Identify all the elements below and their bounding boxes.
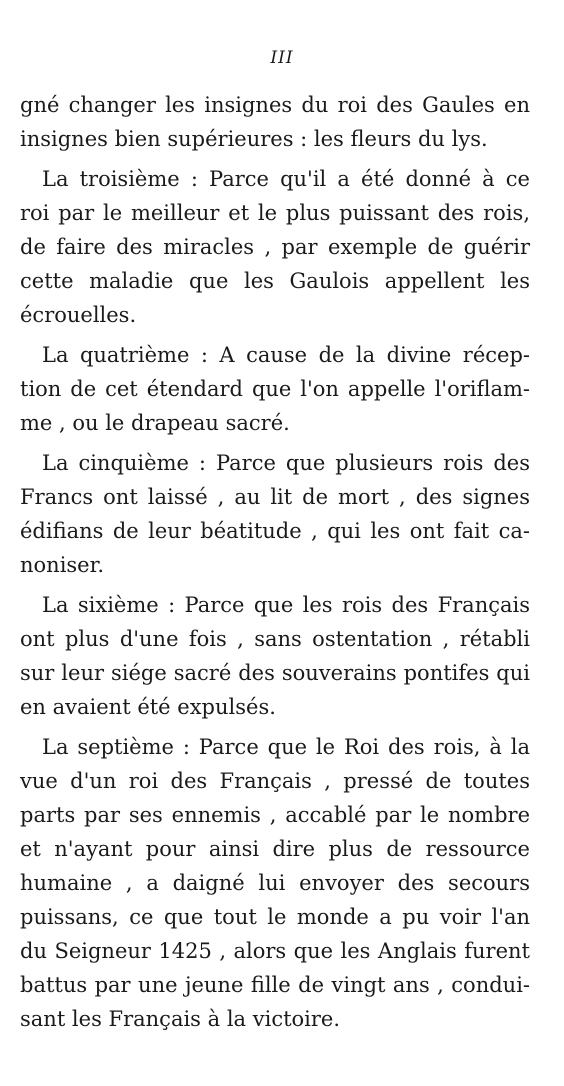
paragraph-septieme <box>20 730 530 1036</box>
text-line: ont plus d'une fois , sans ostentation , rétabli <box>20 627 530 651</box>
paragraph-quatrieme <box>20 338 530 440</box>
text-line: et n'ayant pour ainsi dire plus de ressource <box>20 837 530 861</box>
text-line: sant les Français à la victoire. <box>20 1007 341 1031</box>
text-line: humaine , a daigné lui envoyer des secours <box>20 871 530 895</box>
text-line: édifians de leur béatitude , qui les ont fait ca- <box>20 519 530 543</box>
text-line: cette maladie que les Gaulois appellent les <box>20 269 530 293</box>
text-line: vue d'un roi des Français , pressé de toutes <box>20 769 530 793</box>
text-line: noniser. <box>20 553 105 577</box>
text-line: du Seigneur 1425 , alors que les Anglais furent <box>20 939 530 963</box>
page-number: III <box>270 48 294 68</box>
text-line: La septième : Parce que le Roi des rois, à la <box>42 735 530 759</box>
paragraph-continuation <box>20 88 530 156</box>
text-line: La quatrième : A cause de la divine récep- <box>42 343 530 367</box>
text-line: de faire des miracles , par exemple de guérir <box>20 235 530 259</box>
text-line: gné changer les insignes du roi des Gaules en <box>20 93 530 117</box>
text-line: tion de cet étendard que l'on appelle l'oriflam- <box>20 377 530 401</box>
text-line: insignes bien supérieures : les fleurs du lys. <box>20 127 488 151</box>
text-line: en avaient été expulsés. <box>20 695 276 719</box>
paragraph-sixieme <box>20 588 530 724</box>
text-line: sur leur siége sacré des souverains pontifes qui <box>20 661 530 685</box>
text-line: parts par ses ennemis , accablé par le nombre <box>20 803 530 827</box>
paragraph-troisieme <box>20 162 530 332</box>
text-line: écrouelles. <box>20 303 137 327</box>
text-line: battus par une jeune fille de vingt ans , condui- <box>20 973 530 997</box>
text-line: roi par le meilleur et le plus puissant des rois, <box>20 201 530 225</box>
text-line: La cinquième : Parce que plusieurs rois des <box>42 451 530 475</box>
text-line: puissans, ce que tout le monde a pu voir l'an <box>20 905 530 929</box>
text-line: me , ou le drapeau sacré. <box>20 411 290 435</box>
text-line: Francs ont laissé , au lit de mort , des signes <box>20 485 530 509</box>
text-line: La troisième : Parce qu'il a été donné à ce <box>42 167 530 191</box>
paragraph-cinquieme <box>20 446 530 582</box>
body-text <box>20 88 530 1036</box>
text-line: La sixième : Parce que les rois des Français <box>42 593 530 617</box>
